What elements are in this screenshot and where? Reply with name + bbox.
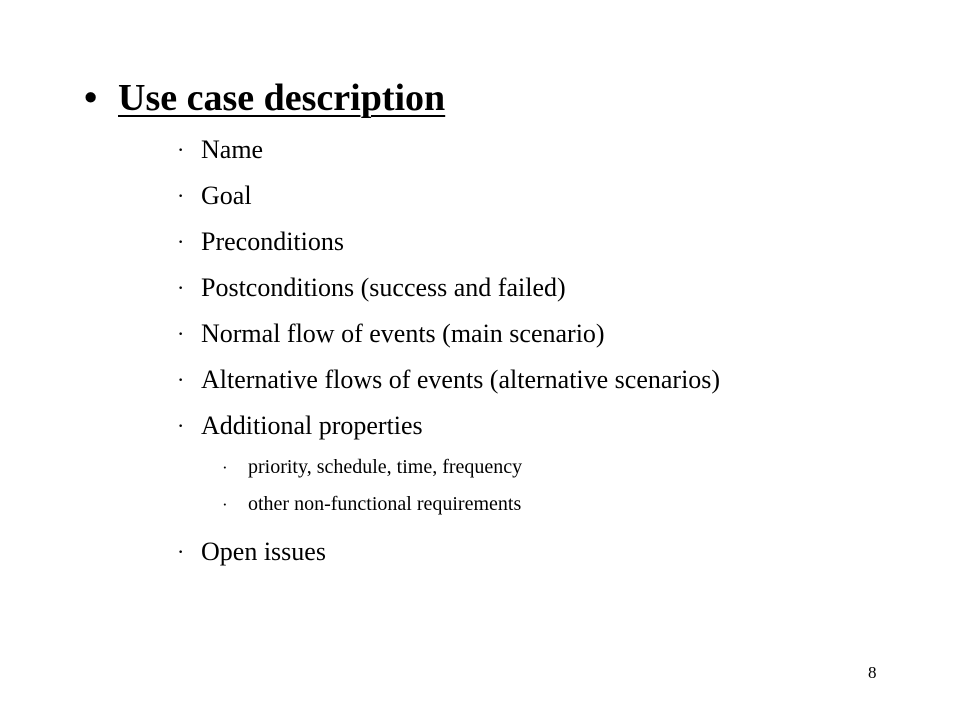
sub-bullet-icon: · <box>222 457 228 477</box>
list-item-preconditions <box>163 229 344 255</box>
list-item-additional-properties <box>163 413 423 439</box>
bullet-icon: · <box>177 367 185 392</box>
list-item-goal <box>163 183 252 209</box>
sub-bullet-icon: · <box>222 494 228 514</box>
list-item-postconditions <box>163 275 566 301</box>
list-item-name <box>163 137 263 163</box>
list-item-text: Alternative flows of events (alternative scenarios) <box>201 365 721 394</box>
list-item-text: Additional properties <box>201 411 423 440</box>
sub-list-item-text: priority, schedule, time, frequency <box>248 456 523 478</box>
bullet-icon: · <box>177 229 185 254</box>
slide-title-row <box>84 72 445 124</box>
list-item-open-issues <box>163 539 326 565</box>
sub-list-item-priority <box>216 457 522 477</box>
bullet-icon: · <box>177 275 185 300</box>
page-number: 8 <box>868 663 877 682</box>
slide-title: Use case description <box>118 77 446 119</box>
bullet-icon: · <box>177 413 185 438</box>
bullet-icon: · <box>177 321 185 346</box>
list-item-text: Preconditions <box>201 227 344 256</box>
sub-list-item-non-functional <box>216 494 521 514</box>
list-item-text: Normal flow of events (main scenario) <box>201 319 605 348</box>
bullet-icon: · <box>177 539 185 564</box>
list-item-text: Name <box>201 135 264 164</box>
list-item-text: Open issues <box>201 537 326 566</box>
list-item-normal-flow <box>163 321 605 347</box>
sub-list-item-text: other non-functional requirements <box>248 493 522 515</box>
list-item-text: Postconditions (success and failed) <box>201 273 566 302</box>
bullet-icon: · <box>177 137 185 162</box>
bullet-icon: · <box>177 183 185 208</box>
list-item-alternative-flows <box>163 367 720 393</box>
list-item-text: Goal <box>201 181 252 210</box>
title-bullet: • <box>84 77 98 119</box>
